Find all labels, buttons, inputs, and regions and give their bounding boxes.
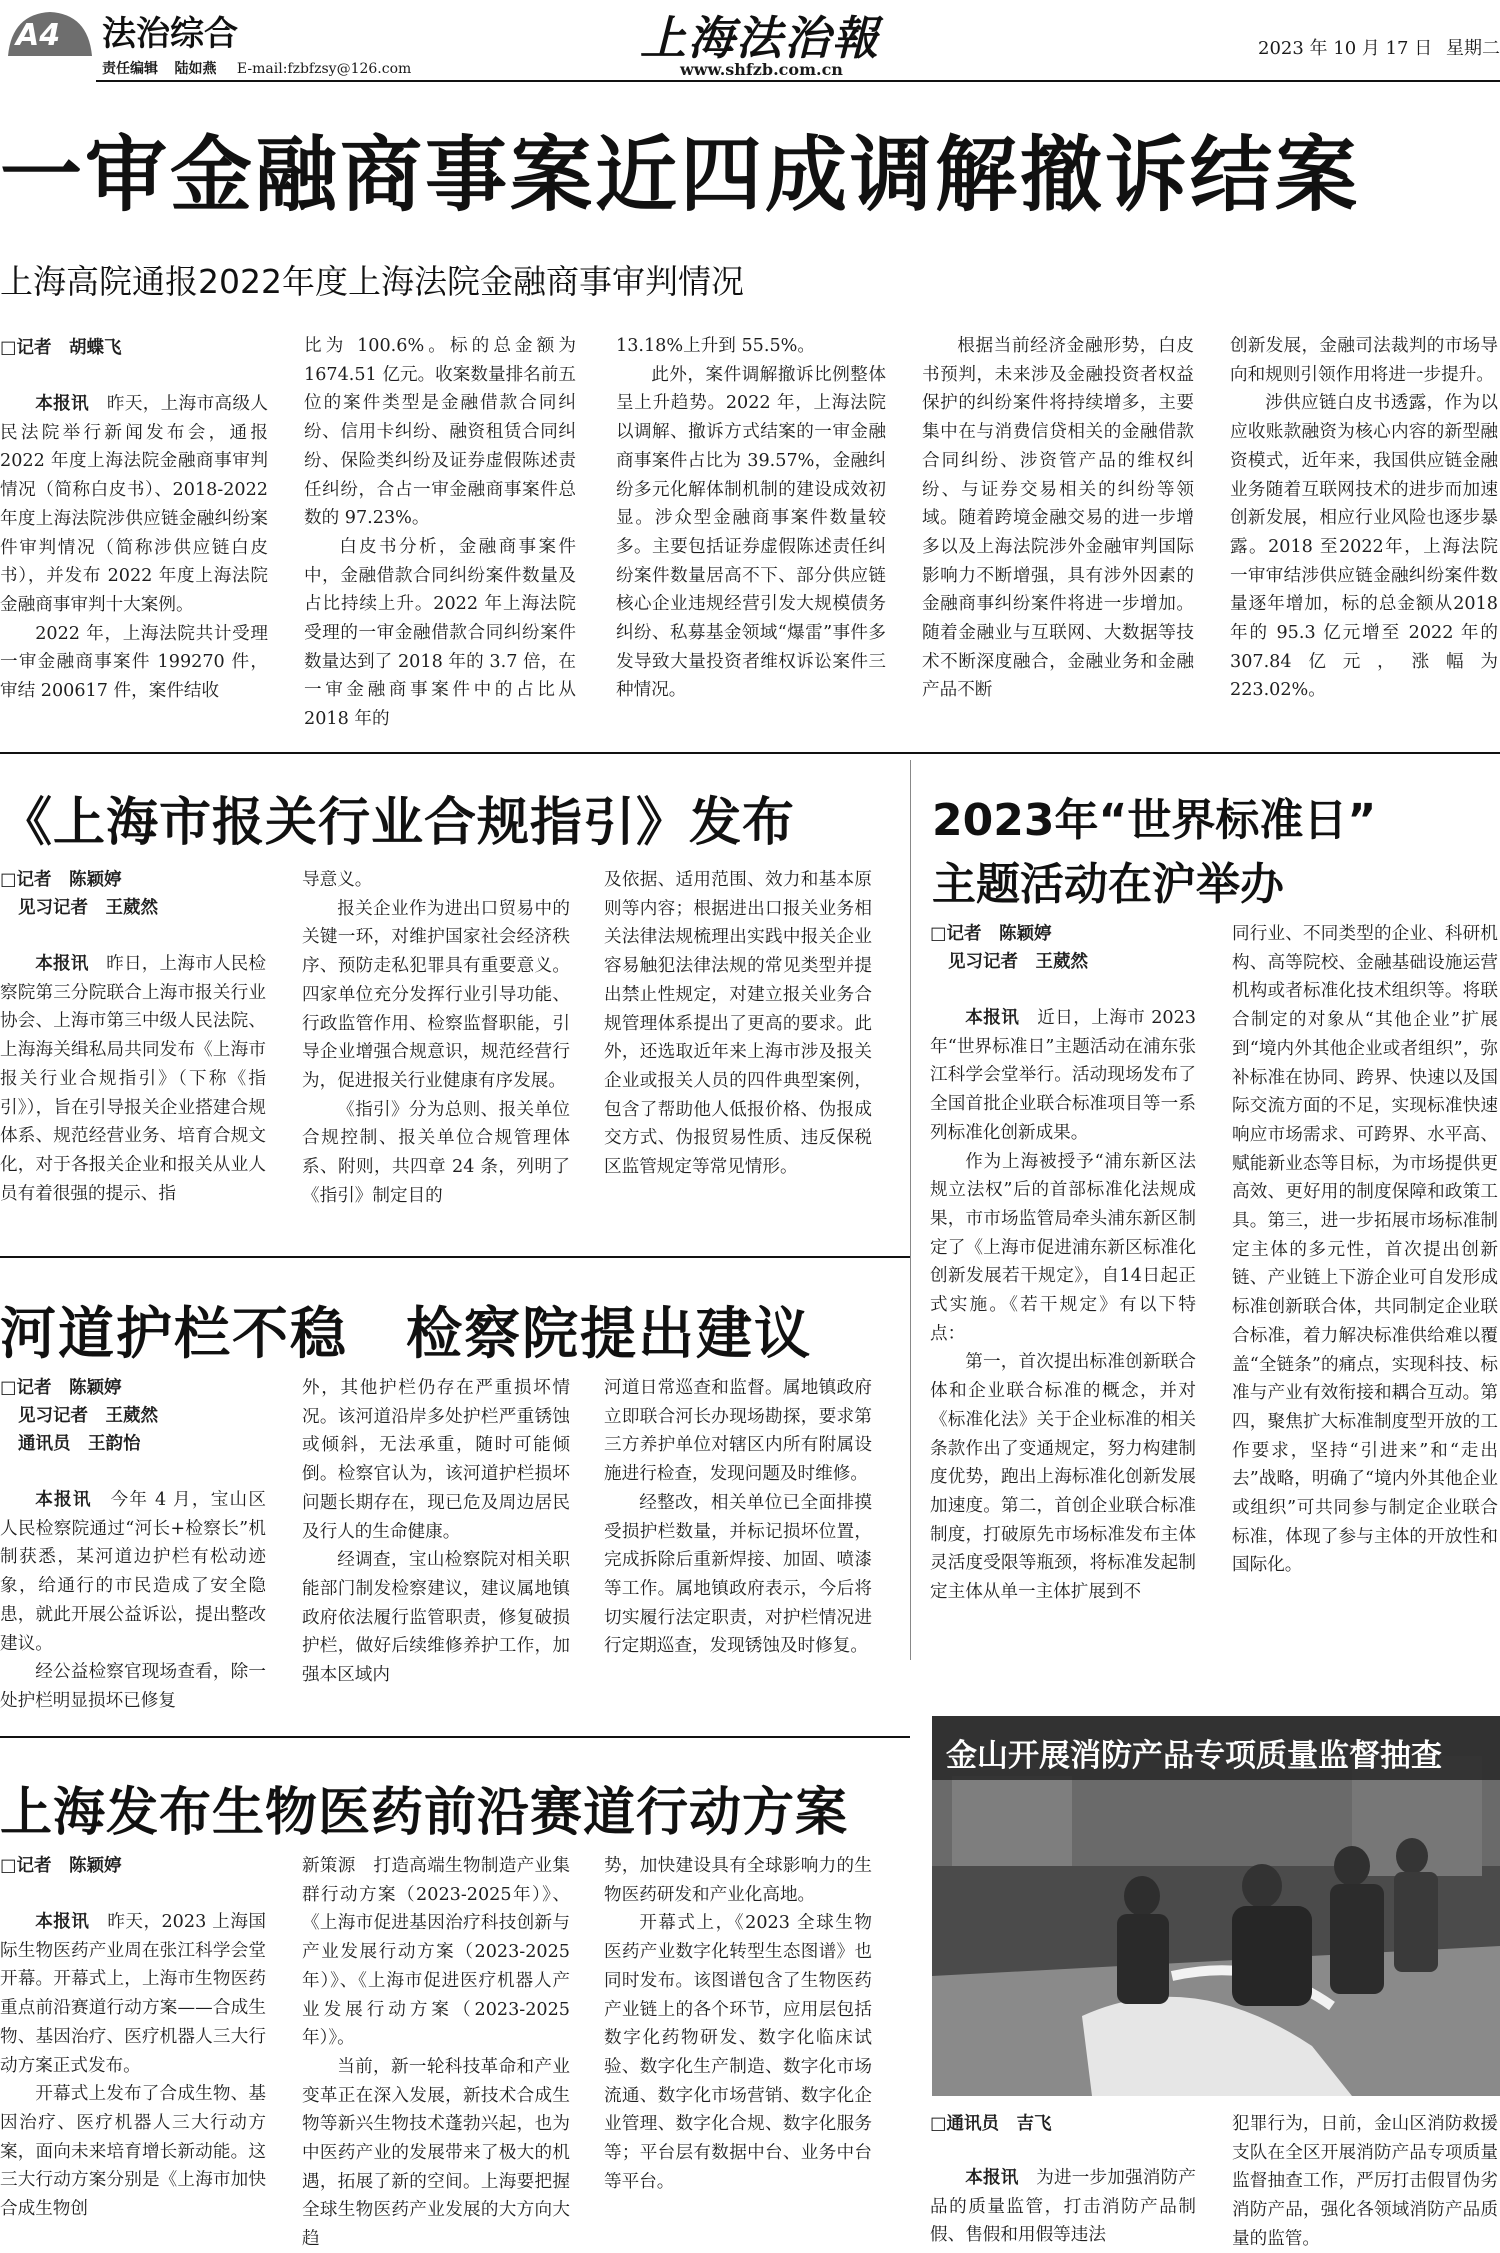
article4-byline-correspondent: 通讯员 王韵怡 <box>18 1434 141 1454</box>
article1-col5-p1: 创新发展，金融司法裁判的市场导向和规则引领作用将进一步提升。 <box>1230 336 1498 385</box>
article1-col2-p1: 比为 100.6%。标的总金额为 1674.51 亿元。收案数量排名前五位的案件类型是金融借款合同纠纷、信用卡纠纷、融资租赁合同纠纷、保险类纠纷及证券虚假陈述责任纠纷，合占一审金融商事案件总数的 97.23%。 <box>304 336 576 529</box>
article4-col2-p2: 经调查，宝山检察院对相关职能部门制发检察建议，建议属地镇政府依法履行监管职责，修复破损护栏，做好后续维修养护工作，加强本区域内 <box>302 1550 570 1686</box>
article1-col3-p1: 13.18%上升到 55.5%。 <box>616 336 815 356</box>
article4-col3-p2: 经整改，相关单位已全面排摸受损护栏数量，并标记损坏位置，完成拆除后重新焊接、加固、喷漆等工作。属地镇政府表示，今后将切实履行法定职责，对护栏情况进行定期巡查，发现锈蚀及时修复。 <box>604 1492 872 1657</box>
article1-col2-p2: 白皮书分析，金融商事案件中，金融借款合同纠纷案件数量及占比持续上升。2022 年上海法院受理的一审金融借款合同纠纷案件数量达到了 2018 年的 3.7 倍，在一审金融商事案件中的占比从 2018 年的 <box>304 536 576 730</box>
article1-headline: 一审金融商事案近四成调解撤诉结案 <box>0 128 1361 223</box>
article2-col2-p2: 报关企业作为进出口贸易中的关键一环，对维护国家社会经济秩序、预防走私犯罪具有重要意义。四家单位充分发挥行业引导功能、行政监管作用、检察监督职能，引导企业增强合规意识，规范经营行为，促进报关行业健康有序发展。 <box>302 898 570 1091</box>
article5-col3-p2: 开幕式上，《2023 全球生物医药产业数字化转型生态图谱》也同时发布。该图谱包含了生物医药产业链上的各个环节，应用层包括数字化药物研发、数字化临床试验、数字化生产制造、数字化市场流通、数字化市场营销、数字化企业管理、数字化合规、数字化服务等；平台层有数据中台、业务中台等平台。 <box>604 1913 872 2192</box>
article4-byline <box>0 1374 158 1458</box>
article1-byline <box>0 334 122 362</box>
article3-col2-p1: 同行业、不同类型的企业、科研机构、高等院校、金融基础设施运营机构或者标准化技术组织等。将联合制定的对象从“其他企业”扩展到“境内外其他企业或者组织”，弥补标准在协同、跨界、快速以及国际交流方面的不足，实现标准快速响应市场需求、可跨界、水平高、赋能新业态等目标，为市场提供更高效、更好用的制度保障和政策工具。第三，进一步拓展市场标准制定主体的多元性，首次提出创新链、产业链上下游企业可自发形成标准创新联合体，共同制定企业联合标准，着力解决标准供给难以覆盖“全链条”的痛点，实现科技、标准与产业有效衔接和耦合互动。第四，聚焦扩大标准制度型开放的工作要求，坚持“引进来”和“走出去”战略，明确了“境内外其他企业或组织”可共同参与制定企业联合标准，体现了参与主体的开放性和国际化。 <box>1232 924 1498 1576</box>
article6-byline-correspondent: 通讯员 吉飞 <box>946 2114 1052 2134</box>
article5-col3 <box>604 1852 872 2253</box>
article3-headline-line2: 主题活动在沪举办 <box>932 859 1284 910</box>
website: www.shfzb.com.cn <box>680 60 843 79</box>
article5-headline: 上海发布生物医药前沿赛道行动方案 <box>0 1783 849 1843</box>
editor-label: 责任编辑 <box>102 61 158 77</box>
page-number-badge <box>0 4 96 64</box>
article4-col2 <box>302 1374 570 1718</box>
section-title: 法治综合 <box>102 14 238 54</box>
article1-byline-text: 记者 胡蝶飞 <box>16 338 122 358</box>
article2-col1-p1: 昨日，上海市人民检察院第三分院联合上海市报关行业协会、上海市第三中级人民法院、上海海关缉私局共同发布《上海市报关行业合规指引》（下称《指引》），旨在引导报关企业搭建合规体系、规范经营业务、培育合规文化，对于各报关企业和报关从业人员有着很强的提示、指 <box>0 954 266 1204</box>
article3-col1 <box>930 1004 1196 1664</box>
masthead-rule <box>96 80 1500 82</box>
article4-byline-reporter: 记者 陈颖婷 <box>16 1378 122 1398</box>
article5-col2-p1: 新策源 打造高端生物制造产业集群行动方案（2023-2025年）》、《上海市促进基因治疗科技创新与产业发展行动方案（2023-2025 年）》、《上海市促进医疗机器人产业发展行动方案（2023-2025 年）》。 <box>302 1856 570 2049</box>
divider-2 <box>0 1256 910 1258</box>
article1-col5 <box>1230 332 1498 735</box>
article2-col2-p1: 导意义。 <box>302 870 373 890</box>
article1-col3-p2: 此外，案件调解撤诉比例整体呈上升趋势。2022 年，上海法院以调解、撤诉方式结案的一审金融商事案件占比为 39.57%，金融纠纷多元化解体制机制的建设成效初显。涉众型金融商事案件数量较多。主要包括证券虚假陈述责任纠纷案件数量居高不下、部分供应链核心企业违规经营引发大规模债务纠纷、私募基金领域“爆雷”事件多发导致大量投资者维权诉讼案件三种情况。 <box>616 364 886 701</box>
article4-headline: 河道护栏不稳 检察院提出建议 <box>0 1302 812 1367</box>
article1-col5-p2: 涉供应链白皮书透露，作为以应收账款融资为核心内容的新型融资模式，近年来，我国供应链金融业务随着互联网技术的进步而加速创新发展，相应行业风险也逐步暴露。2018 至2022年，上海法院一审审结涉供应链金融纠纷案件数量逐年增加，标的总金额从2018年的 95.3 亿元增至 2022 年的 307.84亿元，涨幅为 223.02%。 <box>1230 393 1498 701</box>
article2-byline-trainee: 见习记者 王葳然 <box>18 898 158 918</box>
divider-1 <box>0 752 1500 754</box>
article1-col2 <box>304 332 576 735</box>
article2-col3 <box>604 866 872 1240</box>
article6-byline <box>930 2110 1052 2138</box>
article2-col3-p1: 及依据、适用范围、效力和基本原则等内容；根据进出口报关业务相关法律法规梳理出实践中报关企业容易触犯法律法规的常见类型并提出禁止性规定，对建立报关业务合规管理体系提出了更高的要求。此外，还选取近年来上海市涉及报关企业或报关人员的四件典型案例，包含了帮助他人低报价格、伪报成交方式、伪报贸易性质、违反保税区监管规定等常见情形。 <box>604 870 872 1178</box>
article2-col1 <box>0 950 266 1240</box>
article1-lead: 本报讯 <box>35 394 89 414</box>
article4-byline-trainee: 见习记者 王葳然 <box>18 1406 158 1426</box>
issue-weekday: 星期二 <box>1445 38 1500 59</box>
article2-col2 <box>302 866 570 1240</box>
article5-col1 <box>0 1908 266 2253</box>
article4-col2-p1: 外，其他护栏仍存在严重损坏情况。该河道沿岸多处护栏严重锈蚀或倾斜，无法承重，随时可能倾倒。检察官认为，该河道护栏损坏问题长期存在，现已危及周边居民及行人的生命健康。 <box>302 1378 570 1542</box>
article6-col1-p1: 为进一步加强消防产品的质量监管，打击消防产品制假、售假和用假等违法 <box>930 2168 1196 2246</box>
article1-col1-p2: 2022 年，上海法院共计受理一审金融商事案件 199270 件，审结 200617 件，案件结收 <box>0 623 268 702</box>
article3-col1-p2: 作为上海被授予“浦东新区法规立法权”后的首部标准化法规成果，市市场监管局牵头浦东新区制定了《上海市促进浦东新区标准化创新发展若干规定》，自14日起正式实施。《若干规定》有以下特点： <box>930 1151 1196 1344</box>
article3-byline-reporter: 记者 陈颖婷 <box>946 924 1052 944</box>
article4-col1-p2: 经公益检察官现场查看，除一处护栏明显损坏已修复 <box>0 1662 266 1711</box>
article1-col1-p1: 昨天，上海市高级人民法院举行新闻发布会，通报 2022 年度上海法院金融商事审判情况（简称白皮书）、2018-2022 年度上海法院涉供应链金融纠纷案件审判情况（简称涉供应链白皮书），并发布 2022 年度上海法院金融商事审判十大案例。 <box>0 394 268 615</box>
article3-col1-p1: 近日，上海市 2023 年“世界标准日”主题活动在浦东张江科学会堂举行。活动现场发布了全国首批企业联合标准项目等一系列标准化创新成果。 <box>930 1008 1196 1143</box>
article3-headline-line1: 2023年“世界标准日” <box>932 795 1377 846</box>
article6-col2-p1: 犯罪行为，日前，金山区消防救援支队在全区开展消防产品专项质量监督抽查工作，严厉打击假冒伪劣消防产品，强化各领域消防产品质量的监管。 <box>1232 2114 1498 2249</box>
article6-col2 <box>1232 2110 1498 2253</box>
article1-col3 <box>616 332 886 735</box>
article1-col4 <box>922 332 1194 735</box>
article5-col1-p1: 昨天，2023 上海国际生物医药产业周在张江科学会堂开幕。开幕式上，上海市生物医药重点前沿赛道行动方案——合成生物、基因治疗、医疗机器人三大行动方案正式发布。 <box>0 1912 266 2076</box>
article1-col1 <box>0 390 268 735</box>
article6-lead: 本报讯 <box>965 2168 1019 2188</box>
article4-col1-p1: 今年 4 月，宝山区人民检察院通过“河长+检察长”机制获悉，某河道边护栏有松动迹象，给通行的市民造成了安全隐患，就此开展公益诉讼，提出整改建议。 <box>0 1490 266 1654</box>
article4-lead: 本报讯 <box>35 1490 92 1510</box>
article5-lead: 本报讯 <box>35 1912 90 1932</box>
article6-photo <box>932 1716 1500 2096</box>
editor-email: E-mail:fzbfzsy@126.com <box>236 61 412 77</box>
date-line <box>1258 34 1500 60</box>
article5-byline-reporter: 记者 陈颖婷 <box>16 1856 122 1876</box>
article3-col1-p3: 第一，首次提出标准创新联合体和企业联合标准的概念，并对《标准化法》关于企业标准的相关条款作出了变通规定，努力构建制度优势，跑出上海标准化创新发展加速度。第二，首创企业联合标准制度，打破原先市场标准发布主体灵活度受限等瓶颈，将标准发起制定主体从单一主体扩展到不 <box>930 1352 1196 1603</box>
article5-col2-p2: 当前，新一轮科技革命和产业变革正在深入发展，新技术合成生物等新兴生物技术蓬勃兴起，也为中医药产业的发展带来了极大的机遇，拓展了新的空间。上海要把握全球生物医药产业发展的大方向大趋 <box>302 2056 570 2250</box>
article3-byline-trainee: 见习记者 王葳然 <box>948 952 1088 972</box>
article4-col1 <box>0 1486 266 1718</box>
article1-col4-p1: 根据当前经济金融形势，白皮书预判，未来涉及金融投资者权益保护的纠纷案件将持续增多，主要集中在与消费信贷相关的金融借款合同纠纷、涉资管产品的维权纠纷、与证券交易相关的纠纷等领域。随着跨境金融交易的进一步增多以及上海法院涉外金融审判国际影响力不断增强，具有涉外因素的金融商事纠纷案件将进一步增加。随着金融业与互联网、大数据等技术不断深度融合，金融业务和金融产品不断 <box>922 336 1194 701</box>
article6-col1 <box>930 2164 1196 2253</box>
paper-name: 上海法治報 <box>640 11 880 65</box>
article1-subhead: 上海高院通报2022年度上海法院金融商事审判情况 <box>0 262 744 301</box>
article6-headline: 金山开展消防产品专项质量监督抽查 <box>946 1738 1442 1774</box>
article2-byline-reporter: 记者 陈颖婷 <box>16 870 122 890</box>
article2-col2-p3: 《指引》分为总则、报关单位合规控制、报关单位合规管理体系、附则，共四章 24 条，列明了《指引》制定目的 <box>302 1099 570 1206</box>
article5-col3-p1: 势，加快建设具有全球影响力的生物医药研发和产业化高地。 <box>604 1856 872 1905</box>
article2-lead: 本报讯 <box>35 954 89 974</box>
divider-vertical-right <box>910 760 911 1660</box>
article5-byline <box>0 1852 122 1880</box>
editor-line <box>102 58 411 78</box>
divider-3 <box>0 1736 910 1738</box>
editor-name: 陆如燕 <box>174 61 217 77</box>
article5-col2 <box>302 1852 570 2253</box>
article3-byline <box>930 920 1088 976</box>
article3-col2 <box>1232 920 1498 1664</box>
page-number: A4 <box>16 18 61 53</box>
article5-col1-p2: 开幕式上发布了合成生物、基因治疗、医疗机器人三大行动方案，面向未来培育增长新动能。这三大行动方案分别是《上海市加快合成生物创 <box>0 2084 266 2220</box>
article2-byline <box>0 866 158 922</box>
article3-lead: 本报讯 <box>965 1008 1020 1028</box>
issue-date: 2023 年 10 月 17 日 <box>1258 38 1433 59</box>
article4-col3-p1: 河道日常巡查和监督。属地镇政府立即联合河长办现场勘探，要求第三方养护单位对辖区内所有附属设施进行检查，发现问题及时维修。 <box>604 1378 872 1485</box>
article4-col3 <box>604 1374 872 1718</box>
article2-headline: 《上海市报关行业合规指引》发布 <box>0 793 796 853</box>
